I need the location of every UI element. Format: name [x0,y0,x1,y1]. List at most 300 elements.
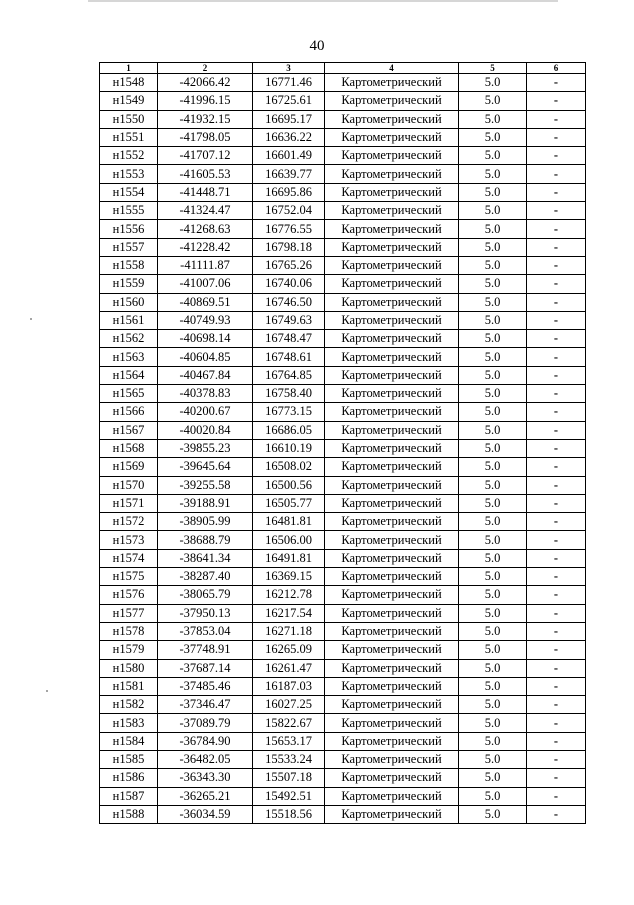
y-coordinate-cell: 16752.04 [253,202,325,220]
y-coordinate-cell: 16771.46 [253,74,325,92]
y-coordinate-cell: 16695.86 [253,183,325,201]
y-coordinate-cell: 16610.19 [253,439,325,457]
x-coordinate-cell: -36265.21 [158,787,253,805]
point-id-cell: н1556 [100,220,158,238]
table-body [100,74,586,824]
x-coordinate-cell: -38688.79 [158,531,253,549]
note-cell: - [527,165,586,183]
accuracy-cell: 5.0 [459,439,527,457]
x-coordinate-cell: -36343.30 [158,769,253,787]
accuracy-cell: 5.0 [459,74,527,92]
x-coordinate-cell: -37853.04 [158,622,253,640]
accuracy-cell: 5.0 [459,622,527,640]
accuracy-cell: 5.0 [459,568,527,586]
accuracy-cell: 5.0 [459,750,527,768]
table-row [100,677,586,695]
header-col-6: 6 [527,63,586,74]
note-cell: - [527,714,586,732]
table-row [100,330,586,348]
header-col-3: 3 [253,63,325,74]
note-cell: - [527,439,586,457]
x-coordinate-cell: -38905.99 [158,513,253,531]
method-cell: Картометрический [325,513,459,531]
point-id-cell: н1561 [100,311,158,329]
x-coordinate-cell: -39255.58 [158,476,253,494]
accuracy-cell: 5.0 [459,275,527,293]
accuracy-cell: 5.0 [459,385,527,403]
point-id-cell: н1569 [100,458,158,476]
y-coordinate-cell: 16748.47 [253,330,325,348]
point-id-cell: н1570 [100,476,158,494]
point-id-cell: н1585 [100,750,158,768]
y-coordinate-cell: 16217.54 [253,604,325,622]
y-coordinate-cell: 16500.56 [253,476,325,494]
method-cell: Картометрический [325,74,459,92]
table-row [100,604,586,622]
note-cell: - [527,348,586,366]
table-row [100,641,586,659]
method-cell: Картометрический [325,805,459,823]
table-row [100,202,586,220]
point-id-cell: н1568 [100,439,158,457]
accuracy-cell: 5.0 [459,92,527,110]
table-row [100,805,586,823]
point-id-cell: н1560 [100,293,158,311]
point-id-cell: н1575 [100,568,158,586]
header-col-5: 5 [459,63,527,74]
point-id-cell: н1565 [100,385,158,403]
table-row [100,74,586,92]
table-row [100,110,586,128]
note-cell: - [527,256,586,274]
table-row [100,439,586,457]
y-coordinate-cell: 16212.78 [253,586,325,604]
accuracy-cell: 5.0 [459,604,527,622]
y-coordinate-cell: 16746.50 [253,293,325,311]
point-id-cell: н1579 [100,641,158,659]
note-cell: - [527,549,586,567]
point-id-cell: н1562 [100,330,158,348]
accuracy-cell: 5.0 [459,421,527,439]
accuracy-cell: 5.0 [459,476,527,494]
x-coordinate-cell: -36784.90 [158,732,253,750]
y-coordinate-cell: 16187.03 [253,677,325,695]
point-id-cell: н1586 [100,769,158,787]
table-row [100,769,586,787]
table-row [100,403,586,421]
y-coordinate-cell: 16740.06 [253,275,325,293]
y-coordinate-cell: 16639.77 [253,165,325,183]
point-id-cell: н1554 [100,183,158,201]
note-cell: - [527,385,586,403]
y-coordinate-cell: 16798.18 [253,238,325,256]
y-coordinate-cell: 15533.24 [253,750,325,768]
point-id-cell: н1549 [100,92,158,110]
note-cell: - [527,403,586,421]
accuracy-cell: 5.0 [459,787,527,805]
accuracy-cell: 5.0 [459,256,527,274]
x-coordinate-cell: -41798.05 [158,128,253,146]
note-cell: - [527,568,586,586]
table-row [100,293,586,311]
method-cell: Картометрический [325,750,459,768]
note-cell: - [527,311,586,329]
point-id-cell: н1587 [100,787,158,805]
note-cell: - [527,421,586,439]
y-coordinate-cell: 16271.18 [253,622,325,640]
x-coordinate-cell: -38641.34 [158,549,253,567]
method-cell: Картометрический [325,732,459,750]
x-coordinate-cell: -39855.23 [158,439,253,457]
accuracy-cell: 5.0 [459,403,527,421]
y-coordinate-cell: 16265.09 [253,641,325,659]
header-col-4: 4 [325,63,459,74]
table-row [100,238,586,256]
accuracy-cell: 5.0 [459,458,527,476]
note-cell: - [527,74,586,92]
coordinates-table [99,62,586,824]
table-row [100,348,586,366]
table-row [100,183,586,201]
table-row [100,586,586,604]
x-coordinate-cell: -40869.51 [158,293,253,311]
table-row [100,128,586,146]
method-cell: Картометрический [325,92,459,110]
accuracy-cell: 5.0 [459,549,527,567]
accuracy-cell: 5.0 [459,183,527,201]
note-cell: - [527,238,586,256]
x-coordinate-cell: -37089.79 [158,714,253,732]
accuracy-cell: 5.0 [459,220,527,238]
point-id-cell: н1572 [100,513,158,531]
method-cell: Картометрический [325,769,459,787]
note-cell: - [527,147,586,165]
page-number: 40 [309,38,325,54]
note-cell: - [527,750,586,768]
y-coordinate-cell: 16481.81 [253,513,325,531]
method-cell: Картометрический [325,549,459,567]
table-row [100,366,586,384]
accuracy-cell: 5.0 [459,330,527,348]
method-cell: Картометрический [325,366,459,384]
method-cell: Картометрический [325,110,459,128]
y-coordinate-cell: 16725.61 [253,92,325,110]
point-id-cell: н1563 [100,348,158,366]
table-row [100,714,586,732]
accuracy-cell: 5.0 [459,696,527,714]
method-cell: Картометрический [325,128,459,146]
y-coordinate-cell: 16686.05 [253,421,325,439]
y-coordinate-cell: 15518.56 [253,805,325,823]
top-rule [88,0,558,2]
x-coordinate-cell: -41228.42 [158,238,253,256]
x-coordinate-cell: -37485.46 [158,677,253,695]
x-coordinate-cell: -38065.79 [158,586,253,604]
x-coordinate-cell: -39645.64 [158,458,253,476]
x-coordinate-cell: -41007.06 [158,275,253,293]
accuracy-cell: 5.0 [459,641,527,659]
point-id-cell: н1552 [100,147,158,165]
table-row [100,787,586,805]
table-row [100,275,586,293]
note-cell: - [527,275,586,293]
y-coordinate-cell: 16749.63 [253,311,325,329]
method-cell: Картометрический [325,476,459,494]
table-row [100,421,586,439]
table-row [100,147,586,165]
table-row [100,494,586,512]
note-cell: - [527,92,586,110]
x-coordinate-cell: -40467.84 [158,366,253,384]
table-row [100,696,586,714]
table-row [100,311,586,329]
accuracy-cell: 5.0 [459,366,527,384]
method-cell: Картометрический [325,714,459,732]
accuracy-cell: 5.0 [459,311,527,329]
x-coordinate-cell: -36034.59 [158,805,253,823]
note-cell: - [527,531,586,549]
method-cell: Картометрический [325,531,459,549]
note-cell: - [527,476,586,494]
note-cell: - [527,513,586,531]
method-cell: Картометрический [325,787,459,805]
x-coordinate-cell: -40200.67 [158,403,253,421]
accuracy-cell: 5.0 [459,165,527,183]
y-coordinate-cell: 16506.00 [253,531,325,549]
table-row [100,622,586,640]
point-id-cell: н1564 [100,366,158,384]
y-coordinate-cell: 15492.51 [253,787,325,805]
accuracy-cell: 5.0 [459,202,527,220]
note-cell: - [527,732,586,750]
y-coordinate-cell: 16764.85 [253,366,325,384]
x-coordinate-cell: -36482.05 [158,750,253,768]
method-cell: Картометрический [325,147,459,165]
point-id-cell: н1582 [100,696,158,714]
accuracy-cell: 5.0 [459,586,527,604]
x-coordinate-cell: -37748.91 [158,641,253,659]
accuracy-cell: 5.0 [459,513,527,531]
point-id-cell: н1576 [100,586,158,604]
method-cell: Картометрический [325,385,459,403]
point-id-cell: н1581 [100,677,158,695]
accuracy-cell: 5.0 [459,732,527,750]
note-cell: - [527,458,586,476]
y-coordinate-cell: 16491.81 [253,549,325,567]
table-row [100,531,586,549]
method-cell: Картометрический [325,311,459,329]
method-cell: Картометрический [325,183,459,201]
accuracy-cell: 5.0 [459,128,527,146]
table-row [100,659,586,677]
y-coordinate-cell: 16748.61 [253,348,325,366]
note-cell: - [527,586,586,604]
y-coordinate-cell: 16027.25 [253,696,325,714]
note-cell: - [527,293,586,311]
y-coordinate-cell: 16765.26 [253,256,325,274]
note-cell: - [527,641,586,659]
note-cell: - [527,805,586,823]
method-cell: Картометрический [325,622,459,640]
point-id-cell: н1566 [100,403,158,421]
table-row [100,256,586,274]
x-coordinate-cell: -41268.63 [158,220,253,238]
method-cell: Картометрический [325,586,459,604]
x-coordinate-cell: -41707.12 [158,147,253,165]
accuracy-cell: 5.0 [459,677,527,695]
note-cell: - [527,769,586,787]
x-coordinate-cell: -40378.83 [158,385,253,403]
point-id-cell: н1553 [100,165,158,183]
y-coordinate-cell: 16695.17 [253,110,325,128]
y-coordinate-cell: 16369.15 [253,568,325,586]
header-col-1: 1 [100,63,158,74]
x-coordinate-cell: -40698.14 [158,330,253,348]
accuracy-cell: 5.0 [459,147,527,165]
point-id-cell: н1548 [100,74,158,92]
method-cell: Картометрический [325,202,459,220]
point-id-cell: н1551 [100,128,158,146]
point-id-cell: н1550 [100,110,158,128]
y-coordinate-cell: 16601.49 [253,147,325,165]
method-cell: Картометрический [325,293,459,311]
point-id-cell: н1557 [100,238,158,256]
method-cell: Картометрический [325,165,459,183]
y-coordinate-cell: 15507.18 [253,769,325,787]
point-id-cell: н1578 [100,622,158,640]
method-cell: Картометрический [325,677,459,695]
table-row [100,92,586,110]
scan-speck [46,690,48,692]
accuracy-cell: 5.0 [459,293,527,311]
x-coordinate-cell: -42066.42 [158,74,253,92]
y-coordinate-cell: 16505.77 [253,494,325,512]
point-id-cell: н1559 [100,275,158,293]
note-cell: - [527,787,586,805]
accuracy-cell: 5.0 [459,110,527,128]
y-coordinate-cell: 16636.22 [253,128,325,146]
x-coordinate-cell: -41605.53 [158,165,253,183]
accuracy-cell: 5.0 [459,494,527,512]
point-id-cell: н1567 [100,421,158,439]
accuracy-cell: 5.0 [459,714,527,732]
method-cell: Картометрический [325,604,459,622]
note-cell: - [527,622,586,640]
y-coordinate-cell: 16758.40 [253,385,325,403]
x-coordinate-cell: -41996.15 [158,92,253,110]
y-coordinate-cell: 16773.15 [253,403,325,421]
x-coordinate-cell: -40604.85 [158,348,253,366]
x-coordinate-cell: -39188.91 [158,494,253,512]
point-id-cell: н1584 [100,732,158,750]
note-cell: - [527,677,586,695]
table-row [100,458,586,476]
point-id-cell: н1571 [100,494,158,512]
method-cell: Картометрический [325,696,459,714]
method-cell: Картометрический [325,220,459,238]
accuracy-cell: 5.0 [459,238,527,256]
y-coordinate-cell: 16508.02 [253,458,325,476]
method-cell: Картометрический [325,238,459,256]
method-cell: Картометрический [325,275,459,293]
method-cell: Картометрический [325,494,459,512]
note-cell: - [527,330,586,348]
point-id-cell: н1583 [100,714,158,732]
y-coordinate-cell: 15653.17 [253,732,325,750]
y-coordinate-cell: 16776.55 [253,220,325,238]
x-coordinate-cell: -40749.93 [158,311,253,329]
x-coordinate-cell: -38287.40 [158,568,253,586]
note-cell: - [527,494,586,512]
point-id-cell: н1580 [100,659,158,677]
note-cell: - [527,110,586,128]
x-coordinate-cell: -37346.47 [158,696,253,714]
table-row [100,165,586,183]
note-cell: - [527,659,586,677]
accuracy-cell: 5.0 [459,348,527,366]
x-coordinate-cell: -41324.47 [158,202,253,220]
note-cell: - [527,183,586,201]
note-cell: - [527,202,586,220]
table-row [100,568,586,586]
method-cell: Картометрический [325,458,459,476]
y-coordinate-cell: 15822.67 [253,714,325,732]
point-id-cell: н1558 [100,256,158,274]
table-row [100,385,586,403]
method-cell: Картометрический [325,348,459,366]
header-row [100,63,586,74]
table-row [100,750,586,768]
note-cell: - [527,128,586,146]
accuracy-cell: 5.0 [459,805,527,823]
method-cell: Картометрический [325,641,459,659]
x-coordinate-cell: -41448.71 [158,183,253,201]
x-coordinate-cell: -37687.14 [158,659,253,677]
point-id-cell: н1588 [100,805,158,823]
method-cell: Картометрический [325,421,459,439]
note-cell: - [527,696,586,714]
x-coordinate-cell: -37950.13 [158,604,253,622]
method-cell: Картометрический [325,403,459,421]
accuracy-cell: 5.0 [459,531,527,549]
x-coordinate-cell: -40020.84 [158,421,253,439]
point-id-cell: н1574 [100,549,158,567]
method-cell: Картометрический [325,659,459,677]
accuracy-cell: 5.0 [459,659,527,677]
table-row [100,732,586,750]
table-row [100,220,586,238]
method-cell: Картометрический [325,439,459,457]
point-id-cell: н1577 [100,604,158,622]
table-row [100,513,586,531]
x-coordinate-cell: -41932.15 [158,110,253,128]
method-cell: Картометрический [325,256,459,274]
table-row [100,549,586,567]
table-row [100,476,586,494]
accuracy-cell: 5.0 [459,769,527,787]
scan-speck [30,318,32,320]
x-coordinate-cell: -41111.87 [158,256,253,274]
note-cell: - [527,366,586,384]
method-cell: Картометрический [325,330,459,348]
y-coordinate-cell: 16261.47 [253,659,325,677]
note-cell: - [527,220,586,238]
point-id-cell: н1573 [100,531,158,549]
method-cell: Картометрический [325,568,459,586]
header-col-2: 2 [158,63,253,74]
note-cell: - [527,604,586,622]
point-id-cell: н1555 [100,202,158,220]
